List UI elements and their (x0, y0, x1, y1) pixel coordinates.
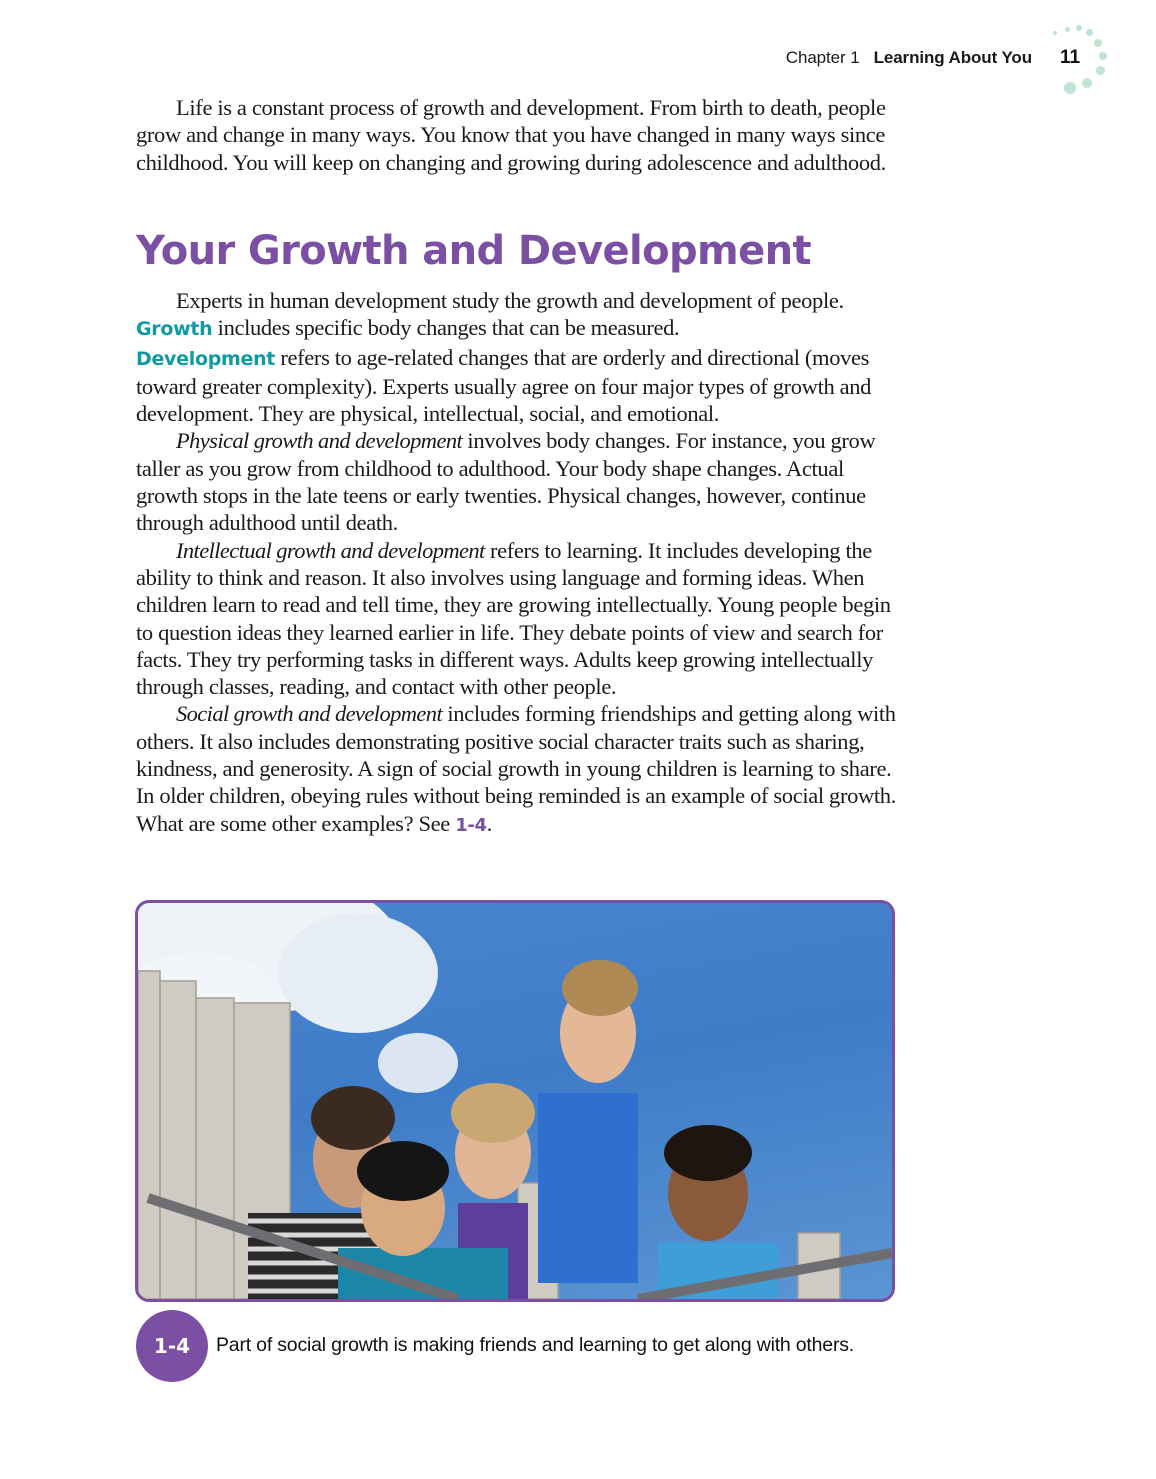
keyword-growth: Growth (136, 318, 213, 341)
section-heading: Your Growth and Development (136, 228, 812, 274)
figure-number-badge: 1-4 (136, 1310, 208, 1382)
keyword-development: Development (136, 347, 276, 370)
term-social: Social growth and development (176, 701, 443, 727)
physical-paragraph (136, 427, 896, 536)
social-paragraph (136, 700, 896, 838)
p3-text: refers to learning. It includes developing the ability to think and reason. It also involves using language and forming ideas. When children learn to read and tell time, they are growing intellectually. Young people begin to question ideas they learned earlier in life. They debate points of view and search for facts. They try performing tasks in different ways. Adults keep growing intellectually through classes, reading, and contact with other people. (136, 537, 891, 700)
term-intellectual: Intellectual growth and development (176, 537, 485, 563)
figure-caption: Part of social growth is making friends and learning to get along with others. (216, 1334, 855, 1356)
p1-text-after: refers to age-related changes that are orderly and directional (moves toward greater complexity). Experts usually agree on four major types of growth and development. They are physical, intellectual, social, and emotional. (136, 344, 872, 427)
p2-text: involves body changes. For instance, you grow taller as you grow from childhood to adulthood. Your body shape changes. Actual growth stops in the late teens or early twenties. Physical changes, however, continue through adulthood until death. (136, 428, 876, 536)
figure-reference-link[interactable]: 1-4 (455, 814, 487, 836)
p1-text-mid: includes specific body changes that can be measured. (217, 315, 680, 341)
intellectual-paragraph (136, 537, 896, 701)
p1-text-before: Experts in human development study the growth and development of people. (176, 288, 844, 313)
intro-paragraph: Life is a constant process of growth and development. From birth to death, people grow and change in many ways. You know that you have changed in many ways since childhood. You will keep on changing and growing during adolescence and adulthood. (136, 95, 886, 175)
chapter-label: Chapter 1 (785, 48, 860, 67)
running-head (0, 48, 1032, 68)
term-physical: Physical growth and development (176, 428, 463, 454)
section-body (136, 287, 896, 839)
p4-end: . (486, 810, 492, 836)
page-number: 11 (1060, 47, 1081, 68)
definition-paragraph (136, 287, 896, 427)
figure-photo (135, 900, 895, 1302)
intro-text (136, 94, 896, 176)
p4-text: includes forming friendships and getting along with others. It also includes demonstrating positive social character traits such as sharing, kindness, and generosity. A sign of social growth in young children is learning to share. In older children, obeying rules without being reminded is an example of social growth. What are some other examples? See (136, 701, 896, 836)
chapter-title: Learning About You (873, 48, 1032, 67)
children-photo-illustration (138, 903, 892, 1299)
